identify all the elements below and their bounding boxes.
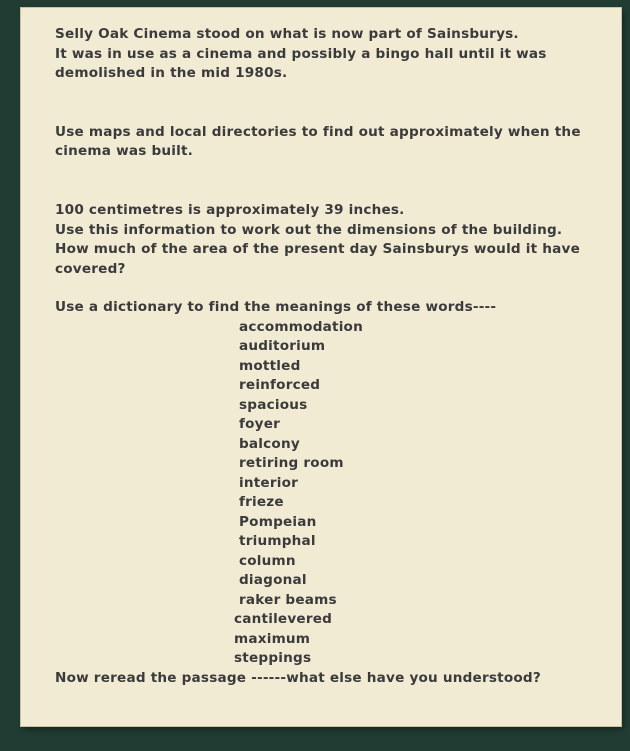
text-line: Use maps and local directories to find out approximately when the (55, 123, 581, 140)
dictionary-instruction: Use a dictionary to find the meanings of these words---- (55, 299, 497, 316)
text-line: Selly Oak Cinema stood on what is now part of Sainsburys. (55, 26, 519, 42)
vocabulary-word: raker beams (239, 591, 337, 608)
vocabulary-word: diagonal (239, 572, 307, 589)
worksheet-text (55, 25, 595, 689)
vocabulary-word: column (239, 552, 296, 569)
text-line: 100 centimetres is approximately 39 inches. (55, 201, 405, 218)
paragraph-cinema-history (55, 25, 595, 84)
vocabulary-list (234, 318, 595, 669)
vocabulary-word: steppings (234, 650, 312, 667)
vocabulary-word: mottled (239, 357, 301, 374)
vocabulary-word: balcony (239, 435, 300, 452)
vocabulary-word: triumphal (239, 533, 316, 550)
vocabulary-word: Pompeian (239, 513, 317, 530)
closing-question: Now reread the passage ------what else have you understood? (55, 669, 541, 686)
vocabulary-word: interior (239, 474, 299, 491)
vocabulary-word: maximum (234, 630, 311, 647)
paragraph-maps-task (55, 123, 595, 162)
vocabulary-word: frieze (239, 494, 284, 511)
vocabulary-word: retiring room (239, 455, 344, 472)
vocabulary-word: cantilevered (234, 611, 333, 628)
text-line: cinema was built. (55, 143, 194, 160)
vocabulary-word: spacious (239, 396, 308, 413)
worksheet-paper (21, 8, 621, 726)
vocabulary-word: accommodation (239, 318, 363, 335)
paragraph-dimensions-task (55, 201, 595, 279)
vocabulary-word: reinforced (239, 377, 321, 394)
vocabulary-word: foyer (239, 416, 281, 433)
text-line: covered? (55, 260, 126, 277)
text-line: Use this information to work out the dimensions of the building. (55, 221, 563, 238)
text-line: How much of the area of the present day Sainsburys would it have (55, 241, 581, 258)
text-line: demolished in the mid 1980s. (55, 65, 288, 82)
vocabulary-word: auditorium (239, 338, 326, 355)
text-line: It was in use as a cinema and possibly a bingo hall until it was (55, 45, 547, 62)
